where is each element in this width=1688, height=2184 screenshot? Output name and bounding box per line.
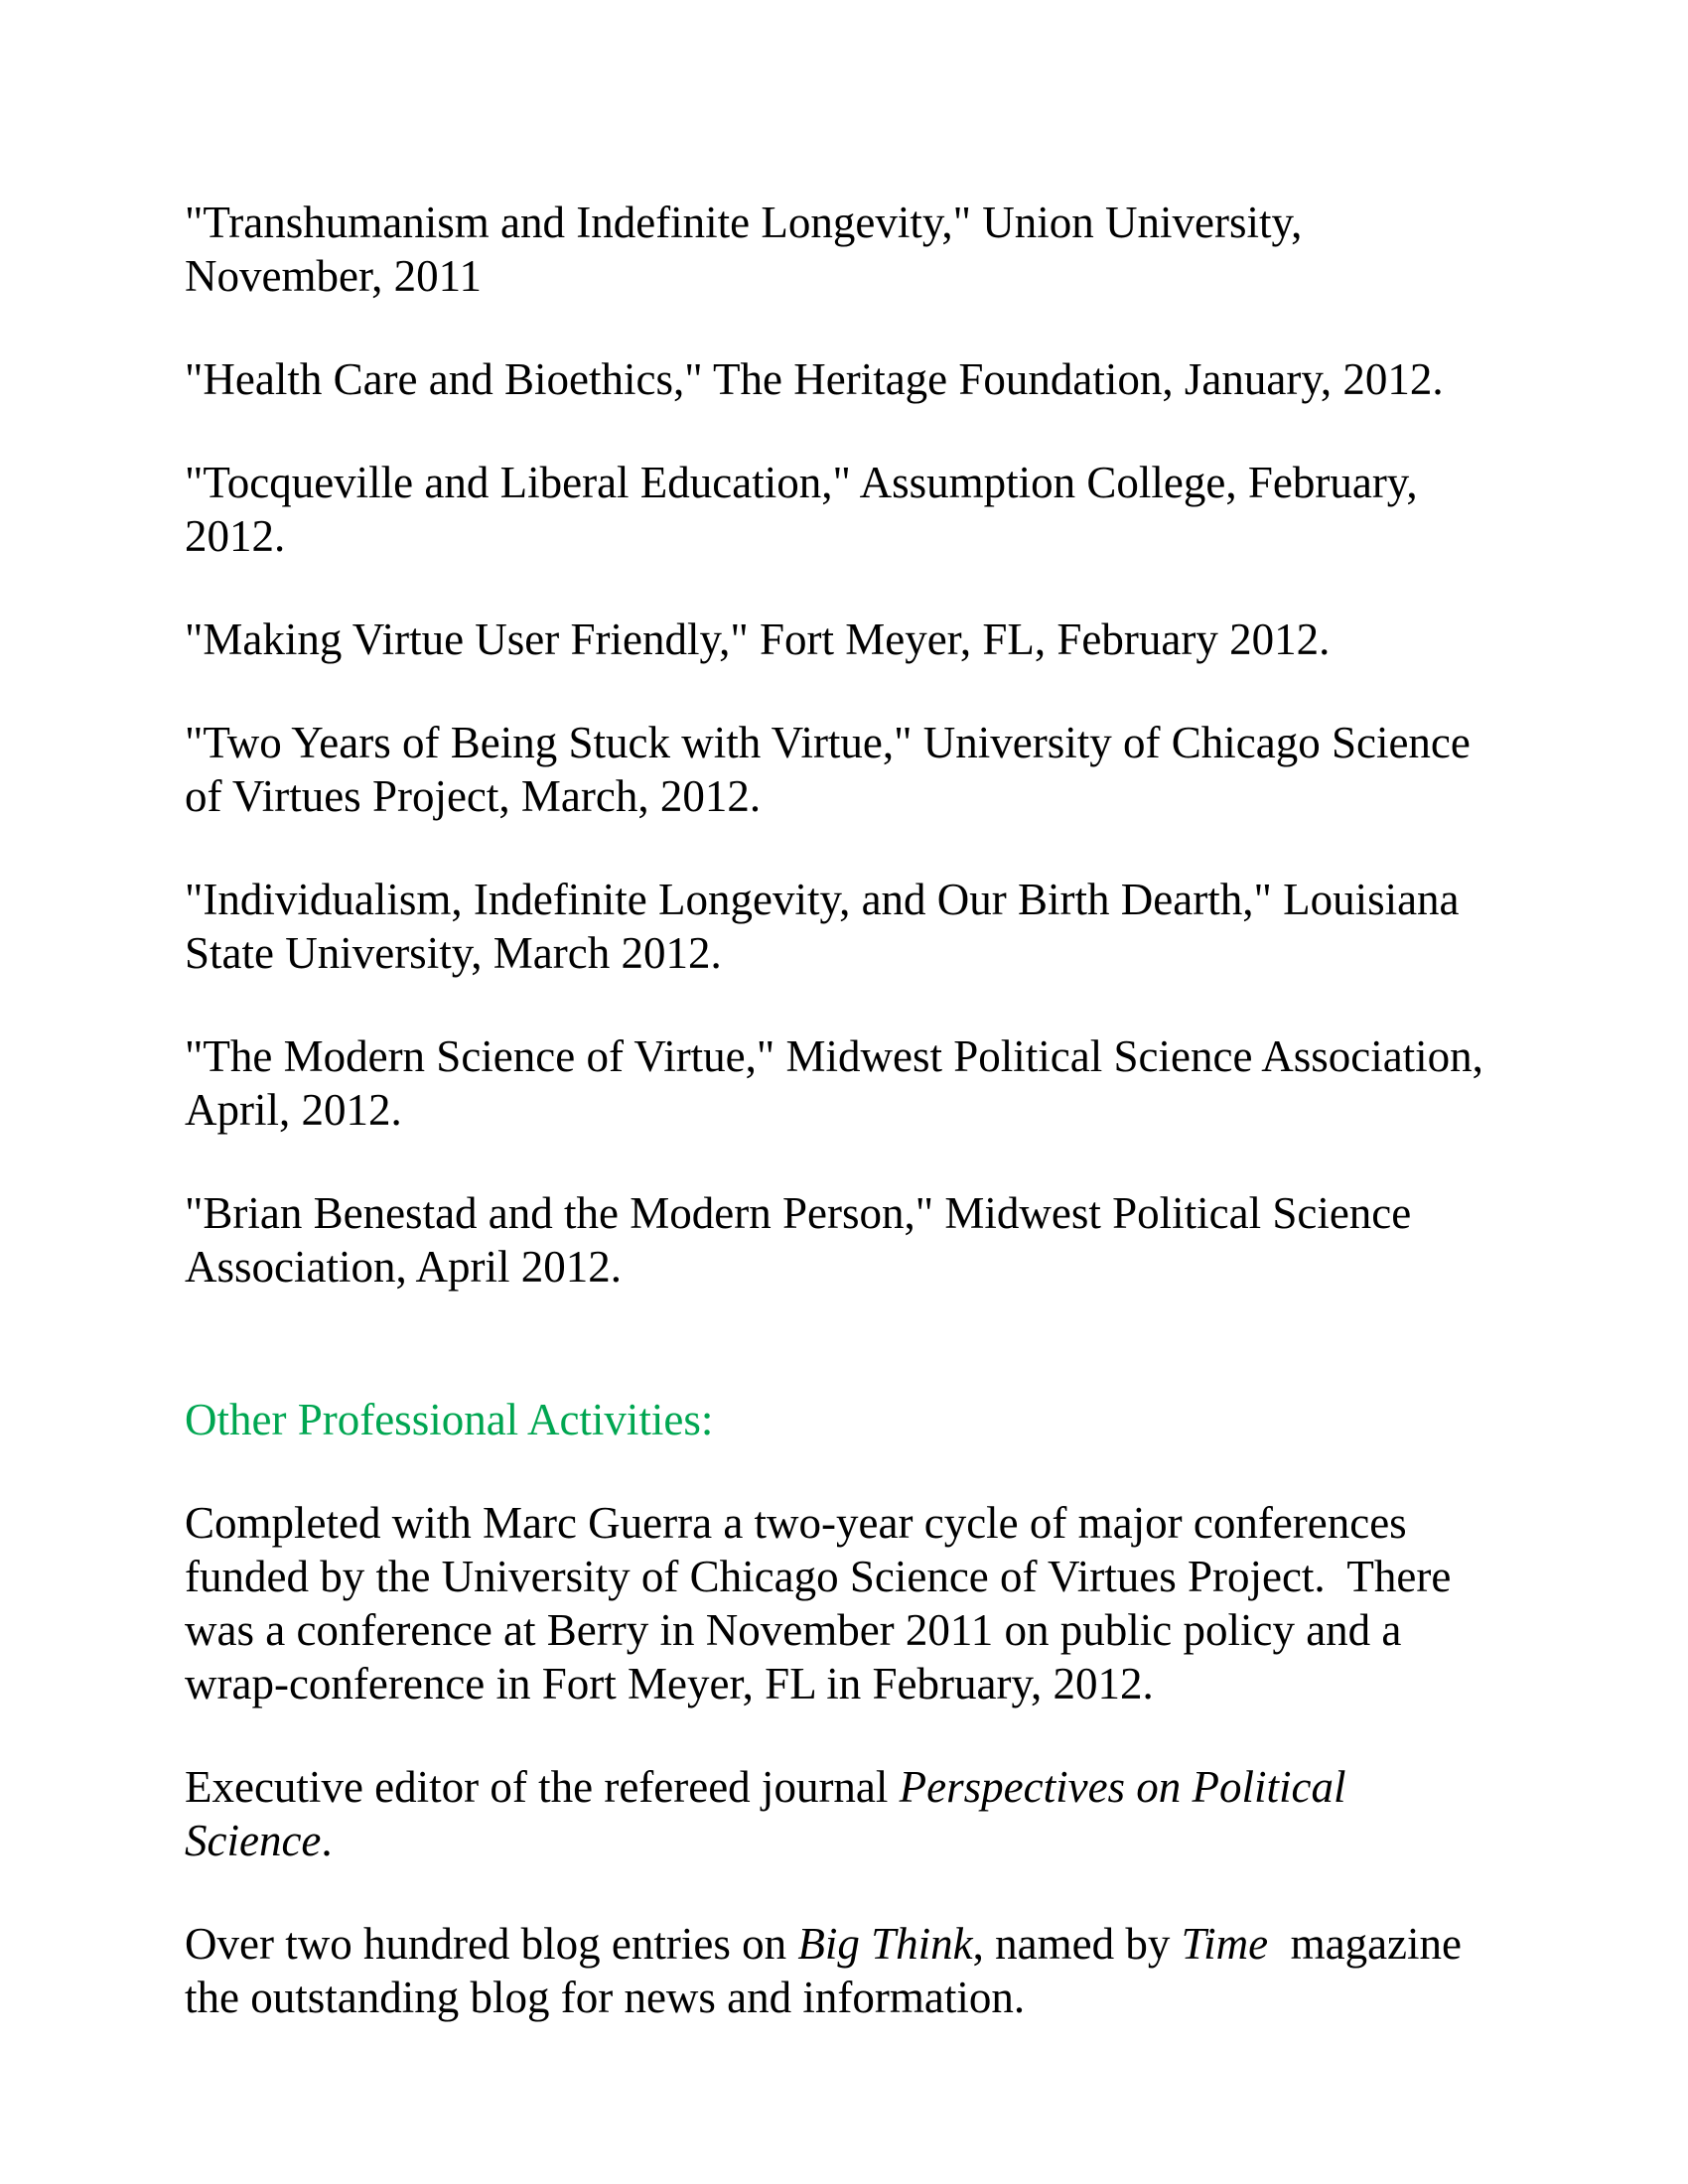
text-run: November, 2011 <box>185 251 482 301</box>
text-run: "Two Years of Being Stuck with Virtue," University of Chicago Science <box>185 718 1471 767</box>
text-run: Executive editor of the refereed journal <box>185 1762 900 1812</box>
paragraph <box>185 1029 1615 1137</box>
text-line <box>185 1760 1615 1814</box>
text-run: "Brian Benestad and the Modern Person," Midwest Political Science <box>185 1188 1412 1238</box>
text-run: State University, March 2012. <box>185 928 722 978</box>
paragraph <box>185 1496 1615 1710</box>
document-content <box>185 196 1615 2074</box>
paragraph <box>185 1186 1615 1294</box>
text-line <box>185 1971 1615 2024</box>
text-line <box>185 509 1615 563</box>
text-line <box>185 1029 1615 1083</box>
text-run: Over two hundred blog entries on <box>185 1919 798 1969</box>
paragraph <box>185 716 1615 823</box>
text-run: wrap-conference in Fort Meyer, FL in February, 2012. <box>185 1659 1154 1708</box>
text-run: "Transhumanism and Indefinite Longevity," Union University, <box>185 198 1303 247</box>
section-heading <box>185 1393 1615 1446</box>
text-run: , named by <box>972 1919 1182 1969</box>
text-line <box>185 1186 1615 1240</box>
text-line <box>185 1496 1615 1550</box>
text-run: funded by the University of Chicago Science of Virtues Project. There <box>185 1552 1452 1601</box>
paragraph <box>185 873 1615 980</box>
text-line <box>185 1917 1615 1971</box>
paragraph <box>185 352 1615 406</box>
text-run: "Making Virtue User Friendly," Fort Meyer, FL, February 2012. <box>185 614 1331 664</box>
text-line <box>185 926 1615 980</box>
text-run: "Tocqueville and Liberal Education," Assumption College, February, <box>185 458 1418 507</box>
text-run: Time <box>1181 1919 1269 1969</box>
text-line <box>185 352 1615 406</box>
text-line <box>185 1240 1615 1294</box>
paragraph <box>185 456 1615 563</box>
text-line <box>185 769 1615 823</box>
text-run: "Individualism, Indefinite Longevity, and Our Birth Dearth," Louisiana <box>185 875 1460 924</box>
text-run: the outstanding blog for news and information. <box>185 1973 1026 2022</box>
text-line <box>185 1814 1615 1867</box>
text-run: Perspectives on Political <box>899 1762 1346 1812</box>
text-line <box>185 1603 1615 1657</box>
text-run: of Virtues Project, March, 2012. <box>185 771 762 821</box>
text-line <box>185 613 1615 666</box>
text-line <box>185 1657 1615 1710</box>
text-line <box>185 1550 1615 1603</box>
paragraph <box>185 1760 1615 1867</box>
text-run: magazine <box>1268 1919 1463 1969</box>
text-run: Big Think <box>797 1919 973 1969</box>
text-line <box>185 716 1615 769</box>
text-run: was a conference at Berry in November 2011 on public policy and a <box>185 1605 1402 1655</box>
text-line <box>185 873 1615 926</box>
paragraph <box>185 196 1615 303</box>
text-run: Association, April 2012. <box>185 1242 622 1292</box>
text-line <box>185 1083 1615 1137</box>
text-run: Other Professional Activities: <box>185 1395 714 1444</box>
text-run: . <box>321 1816 333 1865</box>
text-run: 2012. <box>185 511 286 561</box>
text-run: "The Modern Science of Virtue," Midwest Political Science Association, <box>185 1031 1483 1081</box>
text-run: "Health Care and Bioethics," The Heritage Foundation, January, 2012. <box>185 354 1444 404</box>
text-run: Science <box>185 1816 322 1865</box>
text-run: April, 2012. <box>185 1085 402 1135</box>
text-run: Completed with Marc Guerra a two-year cycle of major conferences <box>185 1498 1407 1548</box>
text-line <box>185 249 1615 303</box>
paragraph <box>185 613 1615 666</box>
text-line <box>185 456 1615 509</box>
text-line <box>185 1393 1615 1446</box>
paragraph <box>185 1917 1615 2024</box>
text-line <box>185 196 1615 249</box>
